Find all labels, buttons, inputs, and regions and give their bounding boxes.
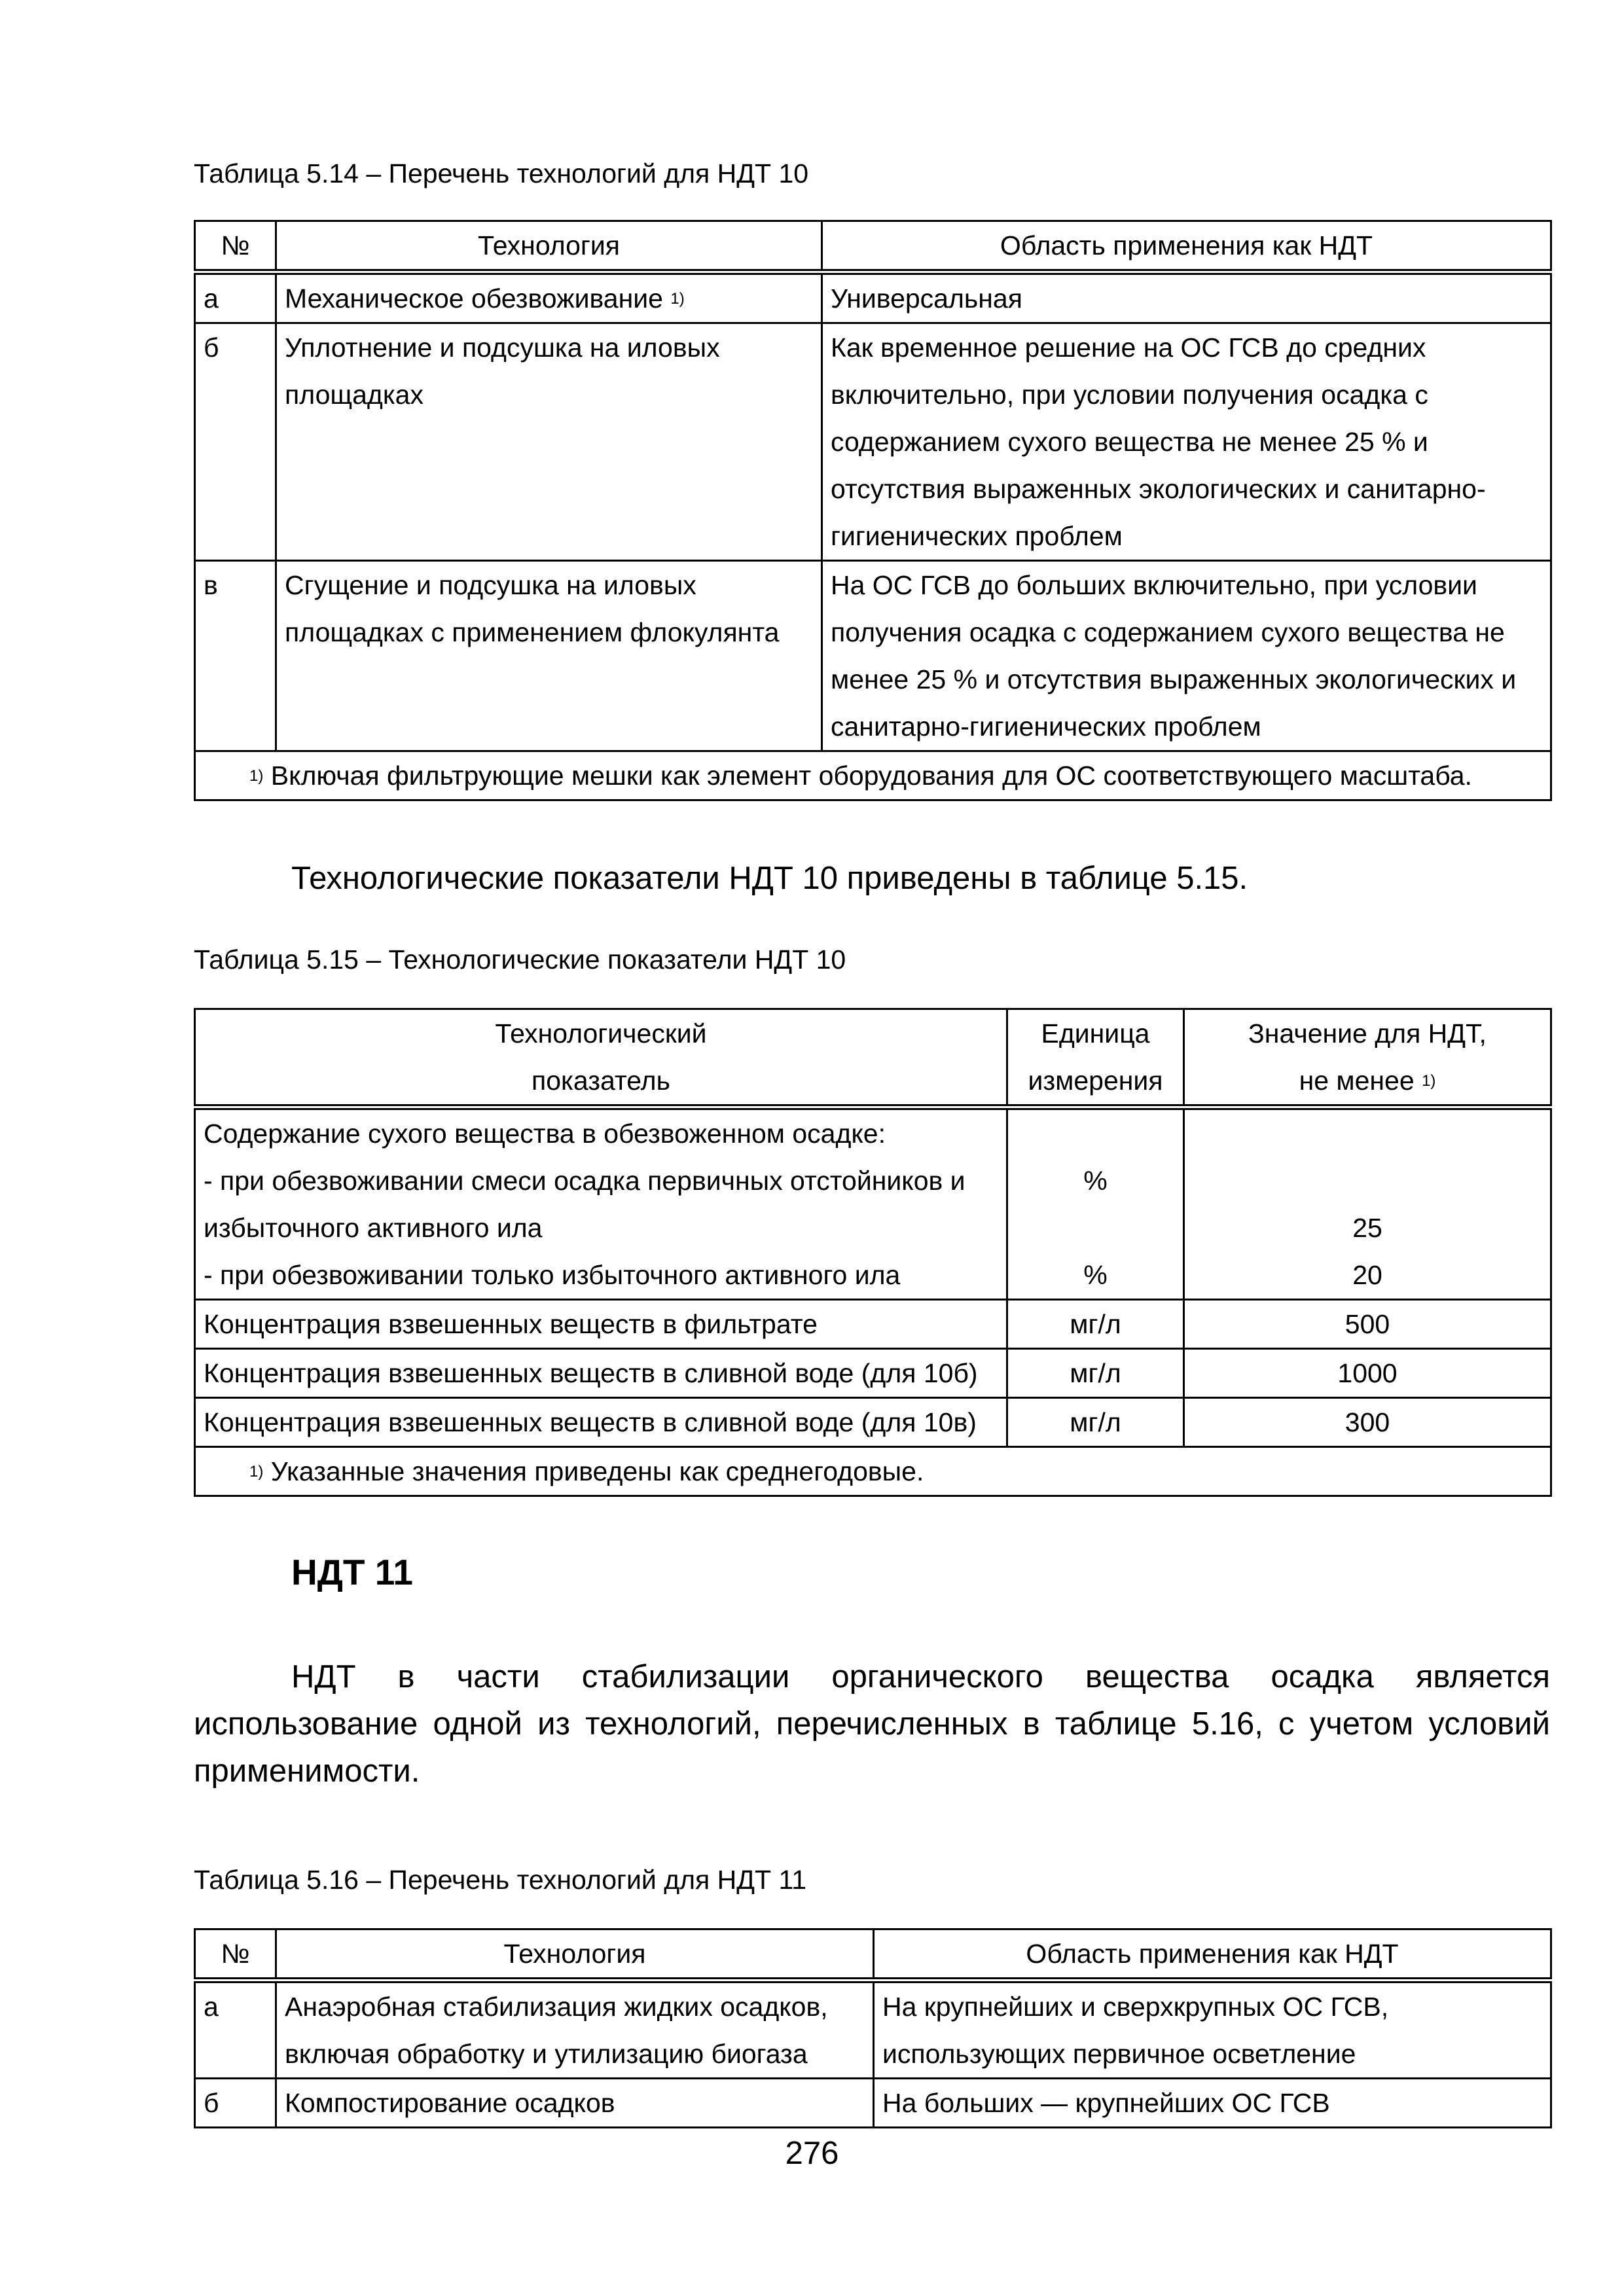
indicator-line: Содержание сухого вещества в обезвоженном осадке:: [204, 1119, 886, 1149]
row-scope: На больших — крупнейших ОС ГСВ: [874, 2079, 1551, 2128]
footnote-mark: 1): [1422, 1072, 1436, 1090]
table-header-row: [195, 1009, 1551, 1107]
footnote-text: Включая фильтрующие мешки как элемент оборудования для ОС соответствующего масштаба.: [270, 761, 1472, 791]
paragraph-ndt-11: НДТ в части стабилизации органического вещества осадка является использование одной из технологий, перечисленных в таблице 5.16, с учетом условий применимости.: [194, 1659, 1550, 1789]
row-number: б: [195, 2079, 276, 2128]
table-footnote-row: [195, 1447, 1551, 1496]
header-line: Технологический: [495, 1018, 707, 1049]
row-technology: Компостирование осадков: [276, 2079, 874, 2128]
row-number: б: [195, 323, 276, 561]
unit-value: %: [1083, 1166, 1108, 1196]
row-value: 500: [1184, 1300, 1551, 1349]
row-indicator: Концентрация взвешенных веществ в сливной воде (для 10в): [195, 1398, 1007, 1447]
row-indicator: Концентрация взвешенных веществ в фильтрате: [195, 1300, 1007, 1349]
column-header-technology: Технология: [276, 1929, 874, 1981]
table-row: [195, 1300, 1551, 1349]
table-5-15-caption: Таблица 5.15 – Технологические показатели НДТ 10: [194, 944, 846, 975]
header-line: не менее: [1299, 1066, 1415, 1096]
column-header-number: №: [195, 1929, 276, 1981]
row-scope: На крупнейших и сверхкрупных ОС ГСВ, использующих первичное осветление: [874, 1981, 1551, 2079]
footnote-mark: 1): [249, 1463, 264, 1480]
row-value: [1184, 1107, 1551, 1300]
header-line: показатель: [532, 1066, 670, 1096]
column-header-indicator: [195, 1009, 1007, 1107]
page-number: 276: [785, 2136, 839, 2171]
row-scope: На ОС ГСВ до больших включительно, при условии получения осадка с содержанием сухого вещества не менее 25 % и отсутствия выраженных экологических и санитарно-гигиенических проблем: [822, 561, 1551, 751]
row-unit: мг/л: [1007, 1349, 1184, 1398]
indicator-line: - при обезвоживании только избыточного активного ила: [204, 1260, 901, 1290]
row-technology: Сгущение и подсушка на иловых площадках с применением флокулянта: [276, 561, 822, 751]
table-row: [195, 1107, 1551, 1300]
row-unit: [1007, 1107, 1184, 1300]
table-header-row: [195, 221, 1551, 272]
table-header-row: [195, 1929, 1551, 1981]
table-5-14: [194, 220, 1552, 801]
row-number: а: [195, 272, 276, 323]
table-footnote-row: [195, 751, 1551, 800]
value-number: 20: [1352, 1260, 1382, 1290]
column-header-value: [1184, 1009, 1551, 1107]
table-row: [195, 272, 1551, 323]
indicator-line: избыточного активного ила: [204, 1213, 543, 1243]
header-line: Единица: [1041, 1018, 1150, 1049]
table-row: [195, 561, 1551, 751]
table-row: [195, 2079, 1551, 2128]
row-value: 300: [1184, 1398, 1551, 1447]
row-indicator: [195, 1107, 1007, 1300]
table-5-14-caption: Таблица 5.14 – Перечень технологий для НДТ 10: [194, 158, 809, 188]
row-technology: [276, 272, 822, 323]
section-heading: НДТ 11: [291, 1552, 413, 1592]
footnote-mark: 1): [670, 290, 685, 308]
table-footnote: [195, 1447, 1551, 1496]
table-5-16: [194, 1928, 1552, 2128]
row-scope: Как временное решение на ОС ГСВ до средних включительно, при условии получения осадка с содержанием сухого вещества не менее 25 % и отсутствия выраженных экологических и санитарно-гигиенических проблем: [822, 323, 1551, 561]
value-number: 25: [1352, 1213, 1382, 1243]
row-unit: мг/л: [1007, 1398, 1184, 1447]
header-line: измерения: [1028, 1066, 1163, 1096]
row-unit: мг/л: [1007, 1300, 1184, 1349]
technology-text: Механическое обезвоживание: [285, 283, 663, 314]
table-row: [195, 1349, 1551, 1398]
row-scope: Универсальная: [822, 272, 1551, 323]
column-header-scope: Область применения как НДТ: [874, 1929, 1551, 1981]
header-line: Значение для НДТ,: [1248, 1018, 1487, 1049]
row-value: 1000: [1184, 1349, 1551, 1398]
footnote-text: Указанные значения приведены как среднегодовые.: [270, 1456, 924, 1486]
row-number: а: [195, 1981, 276, 2079]
table-row: [195, 323, 1551, 561]
indicator-line: - при обезвоживании смеси осадка первичных отстойников и: [204, 1166, 965, 1196]
row-technology: Анаэробная стабилизация жидких осадков, включая обработку и утилизацию биогаза: [276, 1981, 874, 2079]
row-number: в: [195, 561, 276, 751]
row-indicator: Концентрация взвешенных веществ в сливной воде (для 10б): [195, 1349, 1007, 1398]
column-header-technology: Технология: [276, 221, 822, 272]
column-header-number: №: [195, 221, 276, 272]
table-5-16-caption: Таблица 5.16 – Перечень технологий для НДТ 11: [194, 1865, 807, 1895]
column-header-unit: [1007, 1009, 1184, 1107]
row-technology: Уплотнение и подсушка на иловых площадках: [276, 323, 822, 561]
column-header-scope: Область применения как НДТ: [822, 221, 1551, 272]
unit-value: %: [1083, 1260, 1108, 1290]
table-row: [195, 1398, 1551, 1447]
table-5-15: [194, 1008, 1552, 1497]
paragraph-intro-table-5-15: Технологические показатели НДТ 10 приведены в таблице 5.15.: [291, 861, 1248, 896]
footnote-mark: 1): [249, 767, 264, 785]
table-row: [195, 1981, 1551, 2079]
table-footnote: [195, 751, 1551, 800]
